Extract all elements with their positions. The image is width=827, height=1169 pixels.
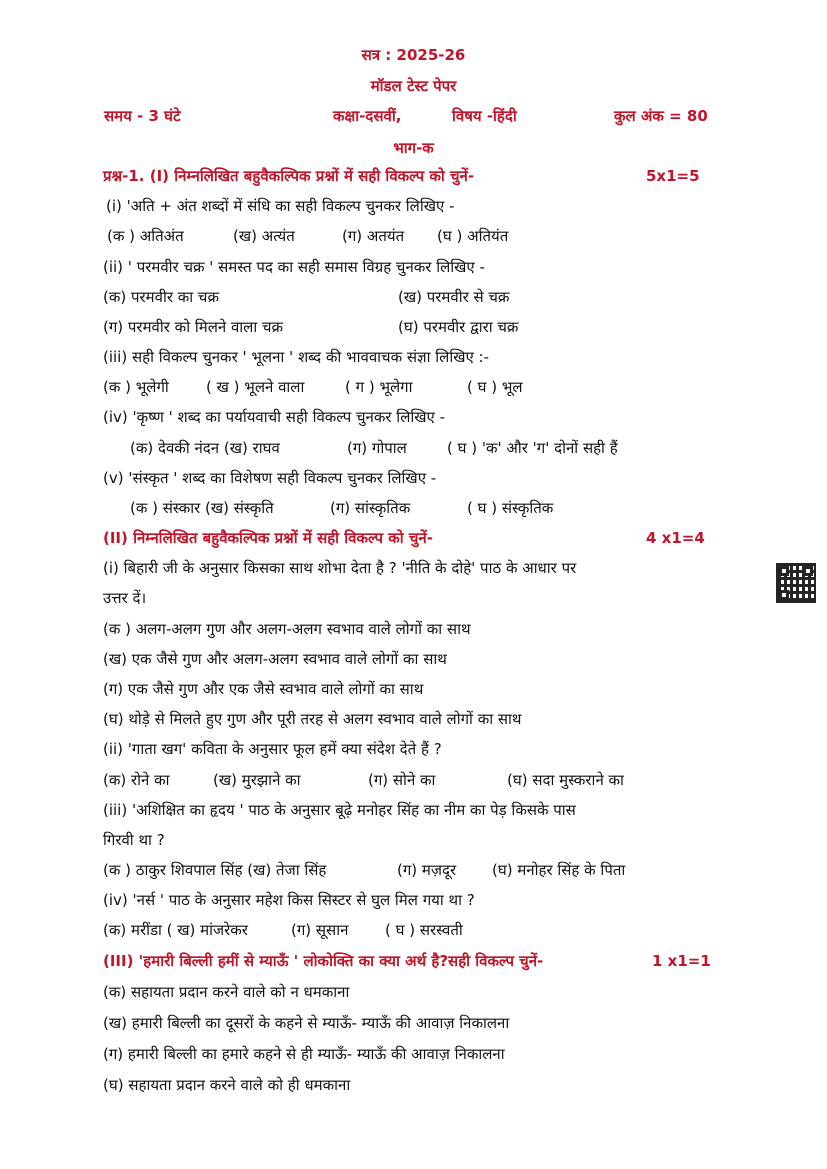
option: (घ) सहायता प्रदान करने वाले को ही धमकाना: [103, 1076, 351, 1094]
q1-v-options: [130, 498, 730, 518]
q2-i-text: (i) बिहारी जी के अनुसार किसका साथ शोभा देता है ? 'नीति के दोहे' पाठ के आधार पर: [103, 559, 577, 577]
q2-i-text-cont: उत्तर दें।: [103, 589, 147, 607]
option: (क ) भूलेगी: [103, 378, 169, 396]
option: (ग) एक जैसे गुण और एक जैसे स्वभाव वाले लोगों का साथ: [103, 680, 424, 698]
q1-iv-text: (iv) 'कृष्ण ' शब्द का पर्यायवाची सही विकल्प चुनकर लिखिए -: [103, 408, 445, 426]
option: ( घ ) सरस्वती: [385, 921, 463, 939]
class-label: कक्षा-दसवीं,: [333, 107, 402, 125]
q1-iv-options: [130, 438, 730, 458]
option: (क) परमवीर का चक्र: [103, 288, 219, 306]
option: (ख) हमारी बिल्ली का दूसरों के कहने से म्याऊँ- म्याऊँ की आवाज़ निकालना: [103, 1014, 510, 1032]
q1-title: प्रश्न-1. (I) निम्नलिखित बहुवैकल्पिक प्रश्नों में सही विकल्प को चुनें-: [103, 167, 475, 185]
option: (ग) परमवीर को मिलने वाला चक्र: [103, 318, 284, 336]
option: (क ) अलग-अलग गुण और अलग-अलग स्वभाव वाले लोगों का साथ: [103, 620, 471, 638]
option: (ग) सोने का: [368, 771, 436, 789]
section-title: भाग-क: [393, 139, 434, 157]
q1-iii-text: (iii) सही विकल्प चुनकर ' भूलना ' शब्द की भाववाचक संज्ञा लिखिए :-: [103, 348, 490, 366]
option: (घ) सदा मुस्कराने का: [507, 771, 624, 789]
option: (ग) सांस्कृतिक: [330, 499, 411, 517]
option: (क) मरींडा ( ख) मांजरेकर: [103, 921, 248, 939]
q1-i-options: [107, 226, 747, 246]
q1-iii-options: [103, 377, 743, 397]
q2-iv-options: [103, 920, 743, 940]
option: (ग) अतयंत: [342, 227, 405, 245]
option: (ख) मुरझाने का: [213, 771, 301, 789]
option: (ग) हमारी बिल्ली का हमारे कहने से ही म्याऊँ- म्याऊँ की आवाज़ निकालना: [103, 1045, 505, 1063]
q2-iii-text: (iii) 'अशिक्षित का हृदय ' पाठ के अनुसार बूढ़े मनोहर सिंह का नीम का पेड़ किसके पास: [103, 801, 576, 819]
option: (घ) मनोहर सिंह के पिता: [492, 861, 626, 879]
qr-code-icon: [776, 563, 816, 603]
option: (क) देवकी नंदन (ख) राघव: [130, 439, 280, 457]
q1-marks: 5x1=5: [646, 167, 700, 185]
paper-title: मॉडल टेस्ट पेपर: [370, 77, 457, 95]
q2-title: (II) निम्नलिखित बहुवैकल्पिक प्रश्नों में सही विकल्प को चुनें-: [103, 529, 433, 547]
q2-iii-options: [103, 860, 743, 880]
q2-ii-options: [103, 770, 743, 790]
option: (क) रोने का: [103, 771, 170, 789]
total-marks-label: कुल अंक = 80: [614, 107, 708, 125]
option: (ख) अत्यंत: [233, 227, 295, 245]
option: ( ग ) भूलेगा: [345, 378, 413, 396]
option: ( घ ) 'क' और 'ग' दोनों सही हैं: [447, 439, 618, 457]
q1-v-text: (v) 'संस्कृत ' शब्द का विशेषण सही विकल्प चुनकर लिखिए -: [103, 469, 437, 487]
q2-iii-text-cont: गिरवी था ?: [103, 831, 165, 849]
option: (क ) संस्कार (ख) संस्कृति: [130, 499, 274, 517]
option: (ख) परमवीर से चक्र: [398, 288, 510, 306]
session-title: सत्र : 2025-26: [361, 46, 466, 64]
q2-ii-text: (ii) 'गाता खग' कविता के अनुसार फूल हमें क्या संदेश देते हैं ?: [103, 740, 442, 758]
option: (ग) गोपाल: [347, 439, 407, 457]
q2-marks: 4 x1=4: [646, 529, 705, 547]
option: (क ) ठाकुर शिवपाल सिंह (ख) तेजा सिंह: [103, 861, 327, 879]
option: (घ) थोड़े से मिलते हुए गुण और पूरी तरह से अलग स्वभाव वाले लोगों का साथ: [103, 710, 522, 728]
subject-label: विषय -हिंदी: [452, 107, 517, 125]
q2-iv-text: (iv) 'नर्स ' पाठ के अनुसार महेश किस सिस्टर से घुल मिल गया था ?: [103, 891, 475, 909]
option: (घ) परमवीर द्वारा चक्र: [398, 318, 519, 336]
option: (घ ) अतियंत: [437, 227, 509, 245]
option: (क) सहायता प्रदान करने वाले को न धमकाना: [103, 983, 350, 1001]
q1-ii-text: (ii) ' परमवीर चक्र ' समस्त पद का सही समास विग्रह चुनकर लिखिए -: [103, 258, 485, 276]
option: ( ख ) भूलने वाला: [206, 378, 305, 396]
option: (ग) मज़दूर: [397, 861, 457, 879]
time-label: समय - 3 घंटे: [104, 107, 181, 125]
q3-title: (III) 'हमारी बिल्ली हमीं से म्याऊँ ' लोकोक्ति का क्या अर्थ है?सही विकल्प चुनें-: [103, 952, 544, 970]
option: (ख) एक जैसे गुण और अलग-अलग स्वभाव वाले लोगों का साथ: [103, 650, 447, 668]
q1-i-text: (i) 'अति + अंत शब्दों में संधि का सही विकल्प चुनकर लिखिए -: [106, 197, 455, 215]
q3-marks: 1 x1=1: [652, 952, 711, 970]
option: (क ) अतिअंत: [107, 227, 184, 245]
option: ( घ ) भूल: [467, 378, 523, 396]
option: (ग) सूसान: [291, 921, 349, 939]
option: ( घ ) संस्कृतिक: [467, 499, 554, 517]
